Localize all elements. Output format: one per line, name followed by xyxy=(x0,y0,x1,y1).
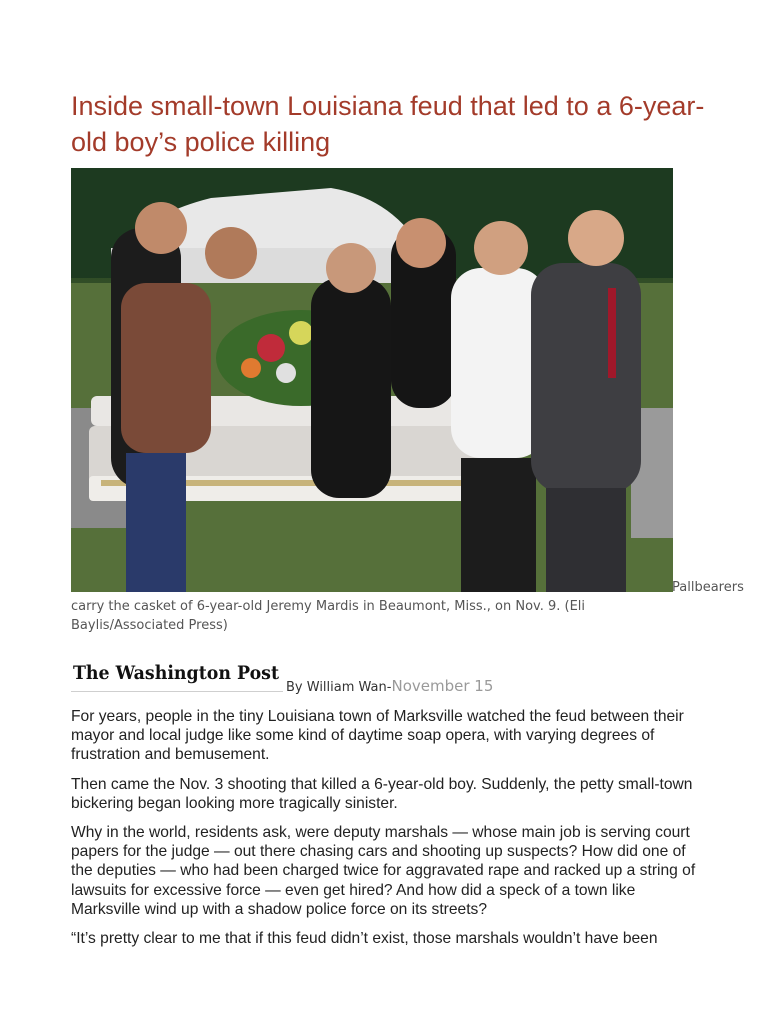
washington-post-logo-mark xyxy=(71,651,283,691)
publish-date: November 15 xyxy=(391,677,494,695)
article-body xyxy=(71,707,701,958)
pallbearers-photo xyxy=(71,168,673,592)
byline-separator: - xyxy=(386,680,392,695)
photo-caption: Pallbearers carry the casket of 6-year-old Jeremy Mardis in Beaumont, Miss., on Nov. 9. (Eli Baylis/Associated Press) xyxy=(71,580,744,633)
author-link[interactable]: William Wan xyxy=(306,680,387,695)
article-photo xyxy=(71,168,673,592)
article-paragraph: Why in the world, residents ask, were deputy marshals — whose main job is serving court papers for the judge — out there chasing cars and shooting up suspects? How did one of the deputies — who had been charged twice for aggravated rape and racked up a string of lawsuits for excessive force — even get hired? And how did a speck of a town like Marksville wind up with a shadow police force on its streets? xyxy=(71,824,696,918)
article-paragraph: For years, people in the tiny Louisiana town of Marksville watched the feud between their mayor and local judge like some kind of daytime soap opera, with varying degrees of frustration and bemusement. xyxy=(71,708,684,764)
article-paragraph: “It’s pretty clear to me that if this feud didn’t exist, those marshals wouldn’t have been xyxy=(71,930,658,948)
washington-post-logo[interactable] xyxy=(71,651,283,692)
logo-text: The Washington Post xyxy=(73,662,280,684)
article-headline: Inside small-town Louisiana feud that led to a 6-year-old boy’s police killing xyxy=(71,91,705,157)
byline-prefix: By xyxy=(286,680,307,695)
byline xyxy=(286,677,493,695)
article-paragraph: Then came the Nov. 3 shooting that killed a 6-year-old boy. Suddenly, the petty small-town bickering began looking more tragically sinister. xyxy=(71,775,693,812)
